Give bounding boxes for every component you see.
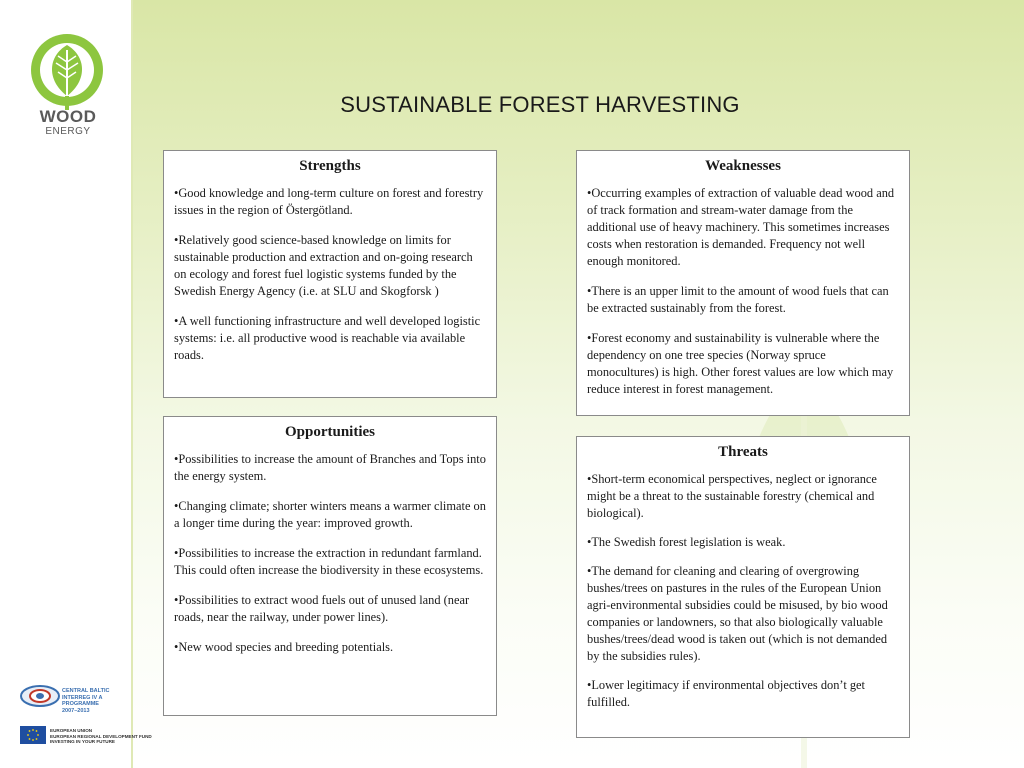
threats-item: •Short-term economical perspectives, neglect or ignorance might be a threat to the sustainable forestry (chemical and biological). [587, 472, 877, 520]
opportunities-heading: Opportunities [284, 424, 375, 440]
threats-item: •The demand for cleaning and clearing of overgrowing bushes/trees on pastures in the rules of the European Union agri-environmental subsidies could be misused, by bio wood companies or landowners, so that also biologically valuable bushes/trees/dead wood is taken out (which is not demanded by the subsidies rules). [587, 564, 888, 663]
weaknesses-item: •Forest economy and sustainability is vulnerable where the dependency on one tree species (Norway spruce monocultures) is high. Other forest values are low which may reduce interest in forest management. [587, 331, 894, 396]
opportunities-item: •Possibilities to extract wood fuels out of unused land (near roads, near the railway, under power lines). [174, 593, 470, 624]
opportunities-item: •Possibilities to increase the extraction in redundant farmland. This could often increase the biodiversity in these ecosystems. [174, 546, 484, 577]
eu-label: EUROPEAN UNION EUROPEAN REGIONAL DEVELOPMENT FUND INVESTING IN YOUR FUTURE [50, 728, 152, 744]
interreg-label: CENTRAL BALTIC INTERREG IV A PROGRAMME 2007–2013 [62, 688, 110, 714]
weaknesses-item: •There is an upper limit to the amount of wood fuels that can be extracted sustainably from the forest. [587, 284, 889, 315]
threats-heading: Threats [718, 444, 768, 460]
weaknesses-item: •Occurring examples of extraction of valuable dead wood and of track formation and stream-water damage from the additional use of heavy machinery. This sometimes increases costs when restoration is demanded. Frequency not well enough monitored. [587, 186, 895, 268]
opportunities-item: •Possibilities to increase the amount of Branches and Tops into the energy system. [174, 452, 486, 483]
eu-flag-icon [20, 726, 46, 744]
weaknesses-box [576, 150, 910, 416]
opportunities-box [163, 416, 497, 716]
strengths-item: •Good knowledge and long-term culture on forest and forestry issues in the region of Östergötland. [174, 186, 484, 217]
strengths-heading: Strengths [299, 158, 361, 174]
threats-item: •The Swedish forest legislation is weak. [587, 535, 786, 549]
page-title: SUSTAINABLE FOREST HARVESTING [340, 92, 740, 117]
weaknesses-heading: Weaknesses [705, 158, 781, 174]
strengths-item: •Relatively good science-based knowledge on limits for sustainable production and extraction and on-going research on ecology and forest fuel logistic systems funded by the Swedish Energy Agency (i.e. at SLU and Skogforsk ) [174, 233, 473, 298]
logo-wood-text: WOOD [39, 107, 97, 126]
threats-box [576, 436, 910, 738]
threats-item: •Lower legitimacy if environmental objectives don’t get fulfilled. [587, 678, 865, 709]
strengths-item: •A well functioning infrastructure and well developed logistic systems: i.e. all productive wood is reachable via available roads. [174, 314, 481, 362]
logo-energy-text: ENERGY [45, 126, 91, 137]
opportunities-item: •Changing climate; shorter winters means a warmer climate on a longer time during the year: improved growth. [174, 499, 486, 530]
opportunities-item: •New wood species and breeding potentials. [174, 640, 394, 654]
strengths-box [163, 150, 497, 398]
